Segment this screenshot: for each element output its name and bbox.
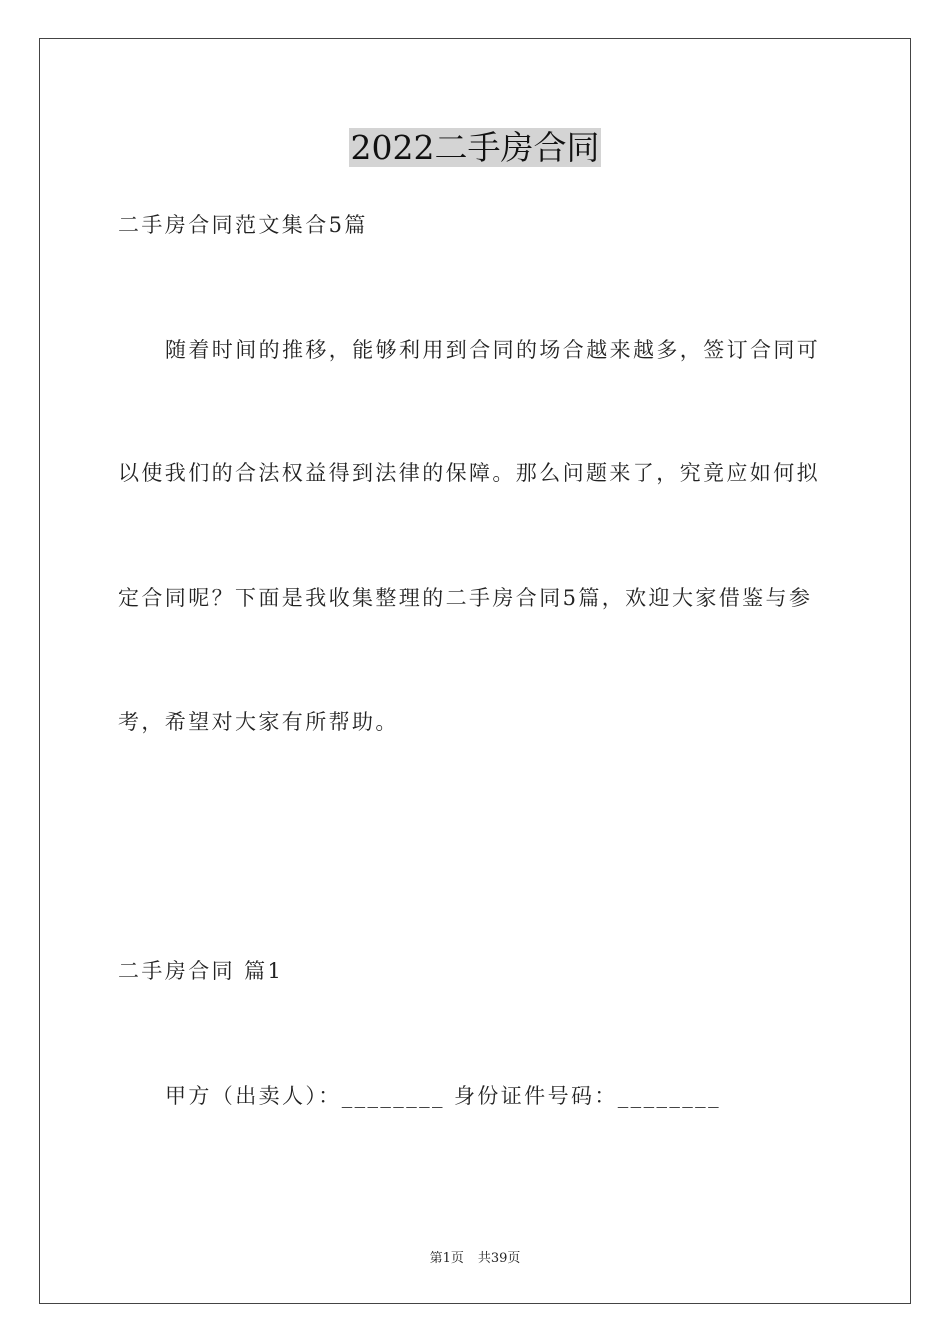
page-number: 第1页 <box>429 1251 464 1266</box>
section-heading: 二手房合同 篇1 <box>118 959 284 983</box>
page-total: 共39页 <box>477 1251 521 1266</box>
document-title: 2022二手房合同 <box>350 128 600 167</box>
intro-line-1: 随着时间的推移，能够利用到合同的场合越来越多，签订合同可 <box>165 338 821 362</box>
intro-line-4: 考，希望对大家有所帮助。 <box>118 710 399 734</box>
intro-line-3: 定合同呢？下面是我收集整理的二手房合同5篇，欢迎大家借鉴与参 <box>118 586 813 610</box>
party-a-line: 甲方（出卖人）：________ 身份证件号码：________ <box>165 1084 721 1108</box>
page-footer <box>0 1247 950 1266</box>
document-title-wrap <box>0 127 950 169</box>
intro-line-2: 以使我们的合法权益得到法律的保障。那么问题来了，究竟应如何拟 <box>118 461 820 485</box>
document-subtitle: 二手房合同范文集合5篇 <box>118 213 368 237</box>
